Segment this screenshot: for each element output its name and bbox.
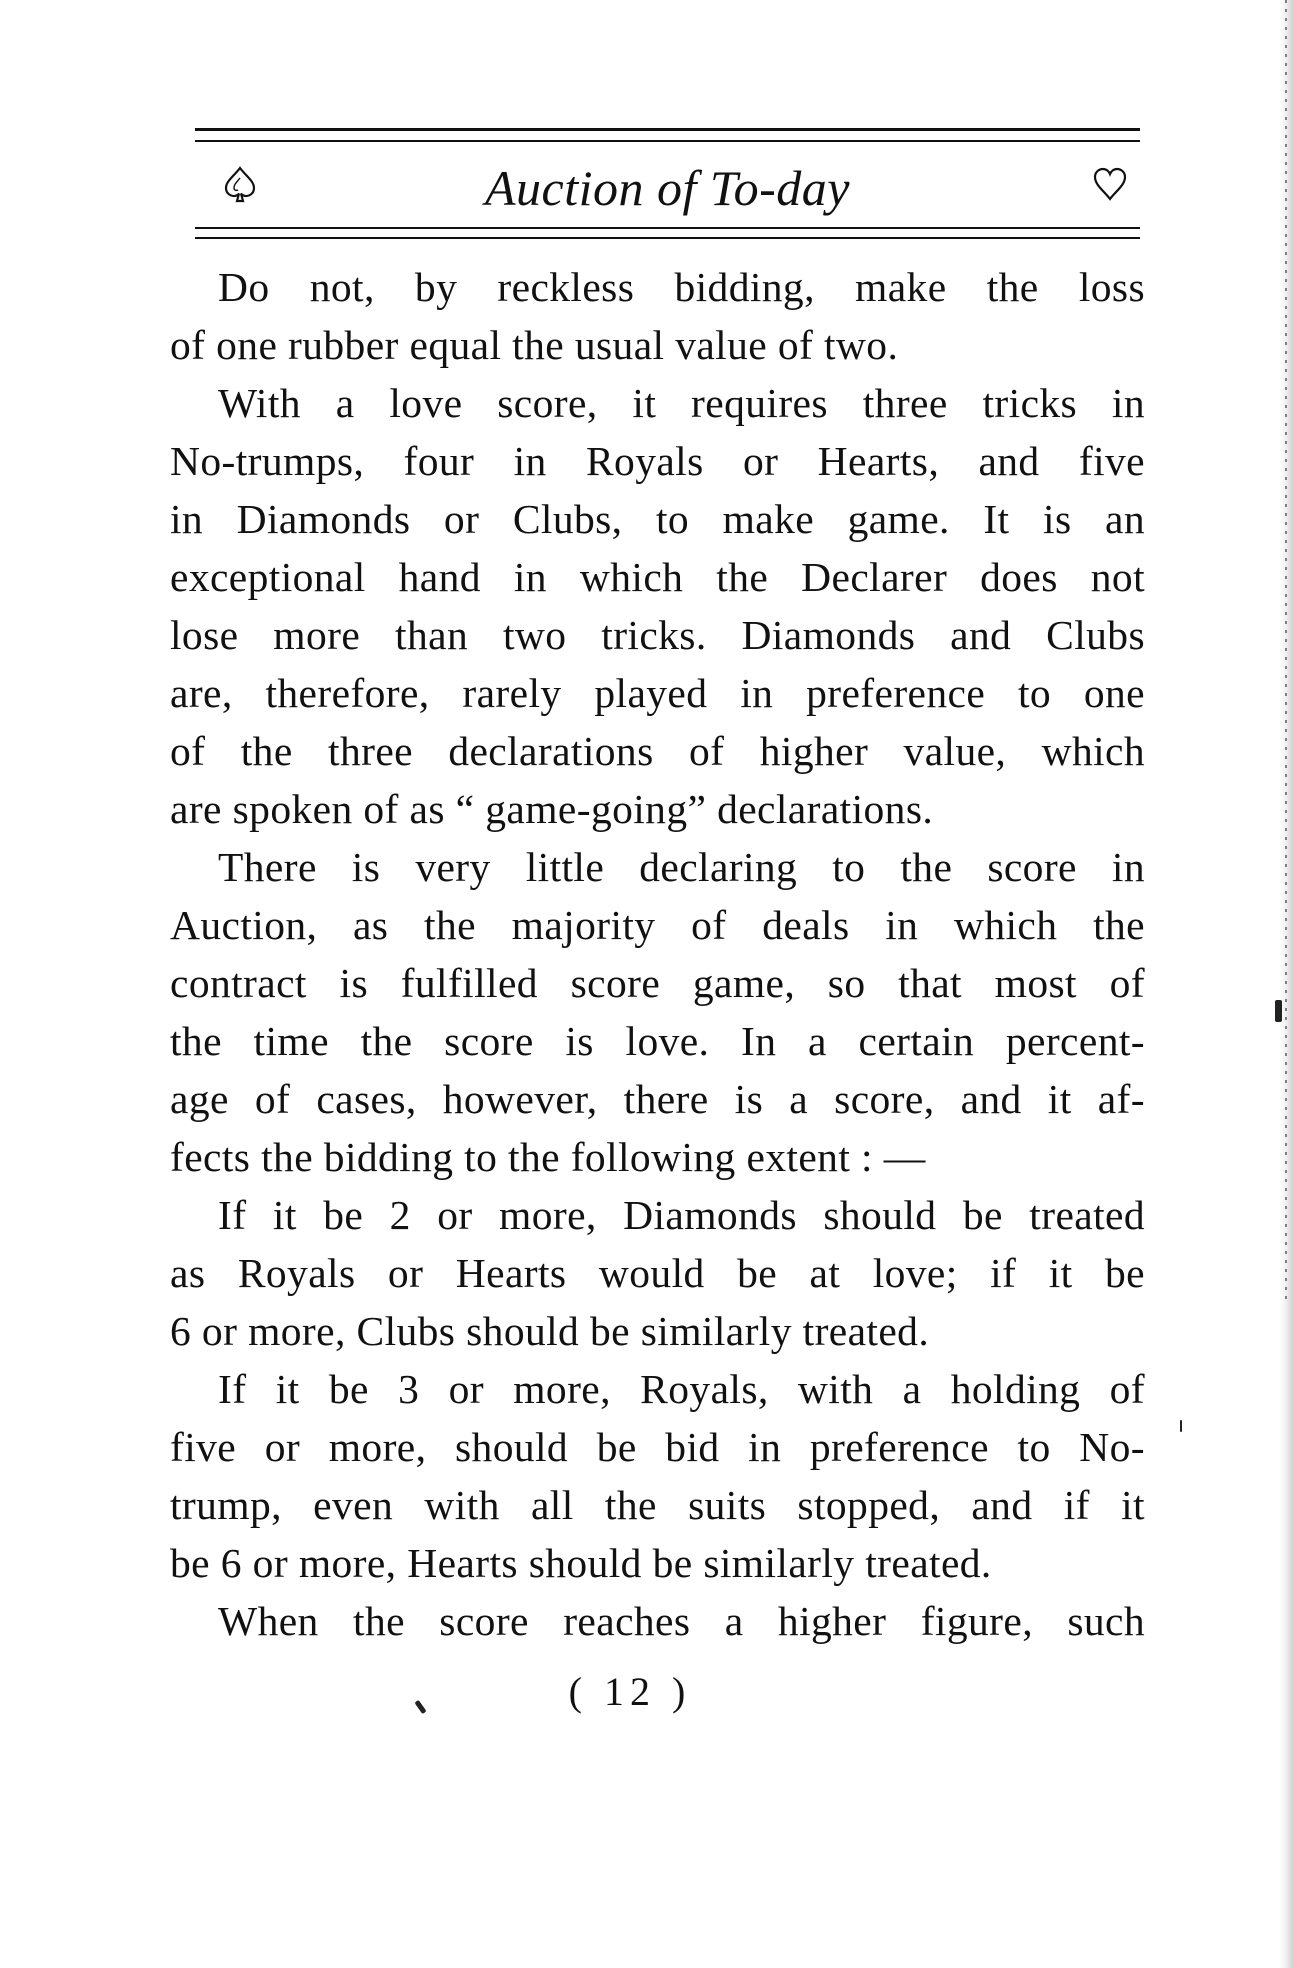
paragraph-1: [170, 258, 1145, 374]
text-line: trump, even with all the suits stopped, and if it: [170, 1482, 1145, 1528]
text-line: be 6 or more, Hearts should be similarly treated.: [170, 1540, 992, 1586]
scan-edge-line: [1285, 0, 1287, 1300]
header-rule-top-2: [195, 140, 1140, 142]
text-line: 6 or more, Clubs should be similarly treated.: [170, 1308, 930, 1354]
text-line: If it be 2 or more, Diamonds should be treated: [218, 1192, 1145, 1238]
header-rule-bottom-1: [195, 227, 1140, 229]
ink-speck: [1275, 1000, 1282, 1022]
text-line: No-trumps, four in Royals or Hearts, and five: [170, 438, 1145, 484]
text-line: are spoken of as “ game-going” declarations.: [170, 786, 934, 832]
text-line: There is very little declaring to the score in: [218, 844, 1145, 890]
paragraph-4: [170, 1186, 1145, 1360]
text-line: When the score reaches a higher figure, such: [218, 1598, 1145, 1644]
text-line: are, therefore, rarely played in preference to one: [170, 670, 1145, 716]
heart-icon: [1090, 164, 1130, 204]
text-line: lose more than two tricks. Diamonds and Clubs: [170, 612, 1145, 658]
text-line: If it be 3 or more, Royals, with a holding of: [218, 1366, 1145, 1412]
text-line: fects the bidding to the following extent : —: [170, 1134, 926, 1180]
text-line: of the three declarations of higher value, which: [170, 728, 1145, 774]
header-rule-top-1: [195, 128, 1140, 131]
body-text: [170, 258, 1145, 1650]
text-line: With a love score, it requires three tricks in: [218, 380, 1145, 426]
text-line: in Diamonds or Clubs, to make game. It is an: [170, 496, 1145, 542]
text-line: Do not, by reckless bidding, make the loss: [218, 264, 1145, 310]
text-line: contract is fulfilled score game, so that most of: [170, 960, 1145, 1006]
text-line: as Royals or Hearts would be at love; if it be: [170, 1250, 1145, 1296]
paragraph-2: [170, 374, 1145, 838]
paragraph-6: [170, 1592, 1145, 1650]
ink-speck: [414, 1700, 426, 1714]
paragraph-5: [170, 1360, 1145, 1592]
text-line: of one rubber equal the usual value of two.: [170, 322, 899, 368]
text-line: Auction, as the majority of deals in which the: [170, 902, 1145, 948]
text-line: five or more, should be bid in preference to No-: [170, 1424, 1145, 1470]
text-line: age of cases, however, there is a score, and it af-: [170, 1076, 1145, 1122]
header-rule-bottom-2: [195, 237, 1140, 239]
running-head-title: Auction of To-day: [485, 160, 850, 216]
text-line: exceptional hand in which the Declarer does not: [170, 554, 1145, 600]
page-number: ( 12 ): [568, 1669, 692, 1714]
paragraph-3: [170, 838, 1145, 1186]
running-head: [195, 160, 1140, 220]
ink-speck: [1180, 1420, 1182, 1432]
text-line: the time the score is love. In a certain percent-: [170, 1018, 1145, 1064]
